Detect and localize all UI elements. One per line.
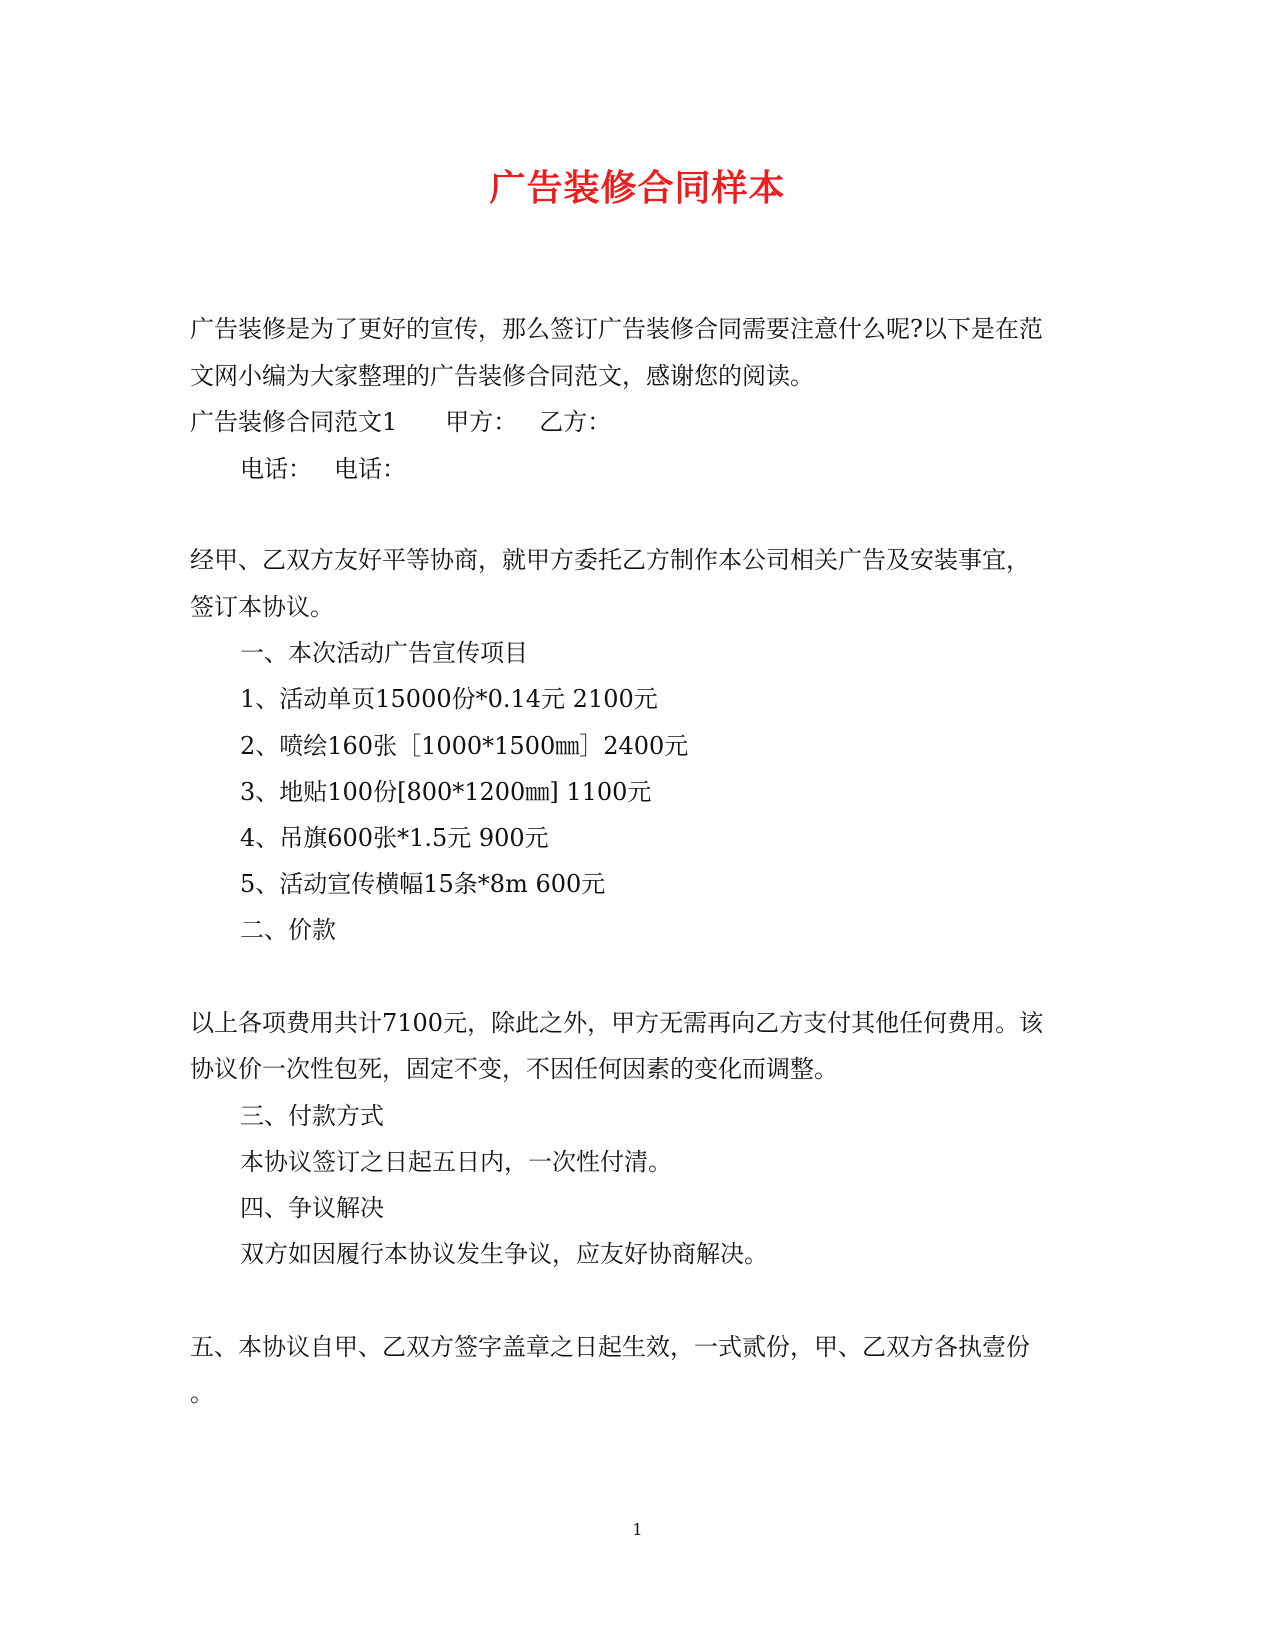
sample-title: 广告装修合同范文1 <box>190 408 398 436</box>
document-title: 广告装修合同样本 <box>489 167 786 209</box>
price-line-1: 以上各项费用共计7100元，除此之外，甲方无需再向乙方支付其他任何费用。该 <box>190 1009 1044 1037</box>
effective-line-2: 。 <box>190 1379 214 1407</box>
list-item: 2、喷绘160张［1000*1500㎜］2400元 <box>240 732 689 760</box>
intro-line-1: 广告装修是为了更好的宣传，那么签订广告装修合同需要注意什么呢?以下是在范 <box>190 315 1043 343</box>
phone-a-label: 电话： <box>240 455 312 483</box>
contract-header-row <box>190 406 611 438</box>
phone-b-label: 电话： <box>334 455 406 483</box>
section-2-heading: 二、价款 <box>240 916 336 944</box>
list-item: 3、地贴100份[800*1200㎜] 1100元 <box>240 778 652 806</box>
payment-terms: 本协议签订之日起五日内，一次性付清。 <box>240 1148 672 1176</box>
list-item: 1、活动单页15000份*0.14元 2100元 <box>240 685 658 713</box>
dispute-terms: 双方如因履行本协议发生争议，应友好协商解决。 <box>240 1240 768 1268</box>
section-1-heading: 一、本次活动广告宣传项目 <box>240 639 528 667</box>
party-a-label: 甲方： <box>445 408 518 436</box>
effective-line-1: 五、本协议自甲、乙双方签字盖章之日起生效，一式贰份，甲、乙双方各执壹份 <box>190 1333 1030 1361</box>
list-item: 4、吊旗600张*1.5元 900元 <box>240 824 549 852</box>
party-b-label: 乙方： <box>539 408 612 436</box>
preamble-line-2: 签订本协议。 <box>190 593 334 621</box>
page-number: 1 <box>632 1520 643 1539</box>
price-line-2: 协议价一次性包死，固定不变，不因任何因素的变化而调整。 <box>190 1055 838 1083</box>
preamble-line-1: 经甲、乙双方友好平等协商，就甲方委托乙方制作本公司相关广告及安装事宜， <box>190 546 1030 574</box>
list-item: 5、活动宣传横幅15条*8m 600元 <box>240 870 606 898</box>
section-3-heading: 三、付款方式 <box>240 1102 384 1130</box>
phone-row <box>240 453 406 485</box>
intro-line-2: 文网小编为大家整理的广告装修合同范文，感谢您的阅读。 <box>190 362 814 390</box>
section-4-heading: 四、争议解决 <box>240 1194 384 1222</box>
